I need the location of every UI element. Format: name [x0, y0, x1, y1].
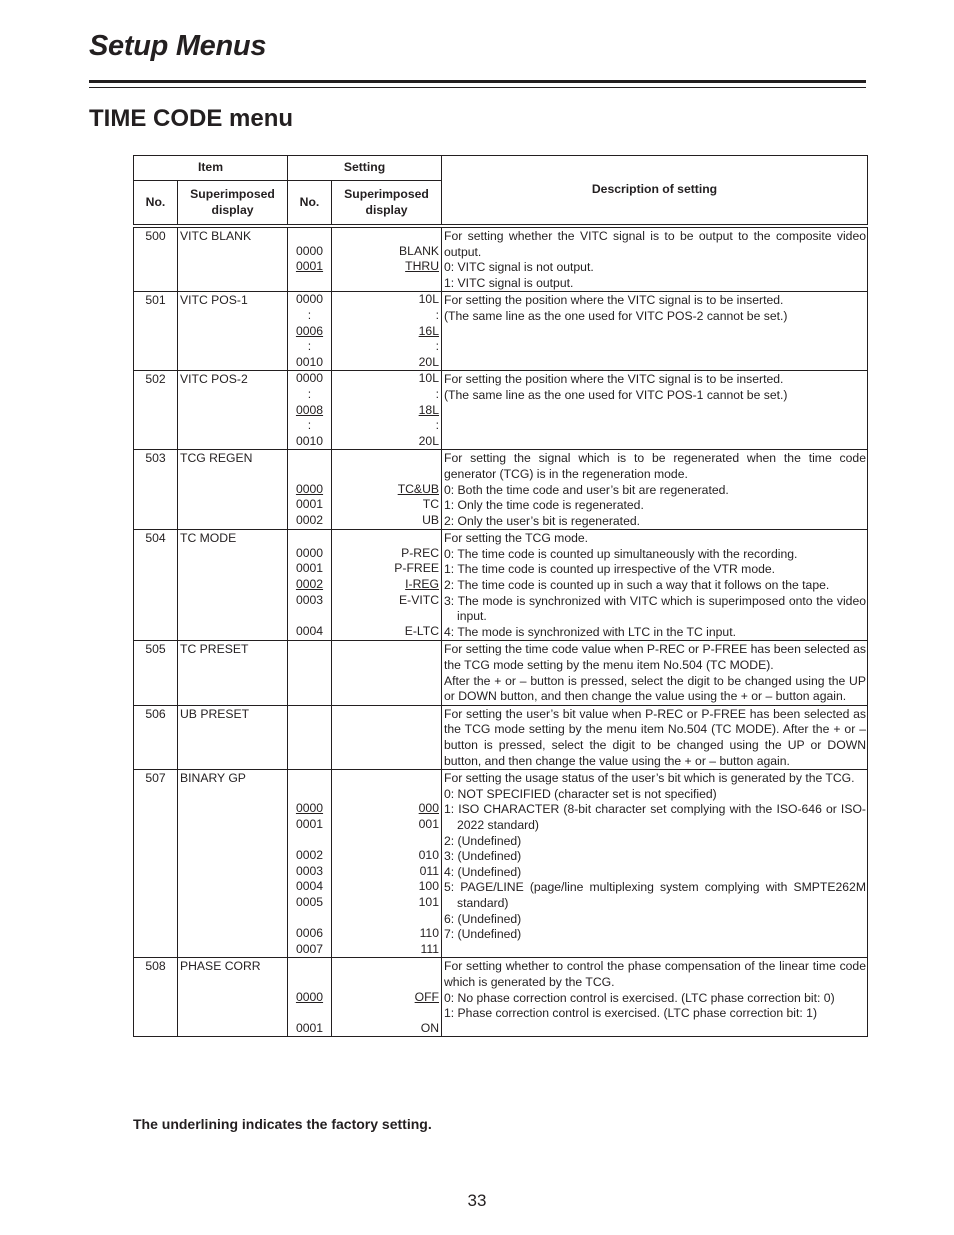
description-line: 3: (Undefined)	[444, 849, 522, 864]
setting-number-text: 0000	[295, 243, 324, 258]
menu-rows	[134, 228, 868, 1037]
header-setting-no: No.	[288, 181, 332, 225]
setting-displays	[332, 705, 442, 769]
setting-display	[332, 770, 439, 786]
setting-display	[332, 879, 439, 895]
setting-number	[288, 308, 331, 324]
description-line: 2: The time code is counted up in such a way that it follows on the tape.	[444, 578, 830, 593]
item-name: TCG REGEN	[178, 450, 288, 530]
setting-display	[332, 308, 439, 324]
setting-number	[288, 801, 331, 817]
table-row	[134, 958, 868, 1037]
setting-number-text: 0005	[295, 894, 324, 909]
setting-numbers	[288, 770, 332, 958]
description-line: 1: VITC signal is output.	[444, 275, 574, 290]
setting-displays	[332, 641, 442, 705]
header-item-superimposed: Superimposed display	[178, 181, 288, 225]
setting-display	[332, 497, 439, 513]
setting-number	[288, 926, 331, 942]
setting-number-text: :	[307, 386, 312, 401]
description-line: (The same line as the one used for VITC POS-1 cannot be set.)	[444, 387, 788, 402]
setting-number	[288, 817, 331, 833]
description-line: 2: (Undefined)	[444, 833, 522, 848]
setting-number	[288, 879, 331, 895]
setting-number	[288, 990, 331, 1006]
description-line: 0: The time code is counted up simultaneously with the recording.	[444, 546, 798, 561]
setting-display	[332, 259, 439, 275]
setting-number-text: 0000	[295, 801, 324, 816]
setting-display	[332, 403, 439, 419]
item-number: 508	[134, 958, 178, 1037]
description-line: For setting the position where the VITC signal is to be inserted.	[444, 293, 784, 308]
setting-display-text: P-REC	[401, 545, 439, 560]
setting-display-text: 110	[419, 926, 439, 941]
item-name: BINARY GP	[178, 770, 288, 958]
setting-display-text: 101	[418, 894, 439, 909]
setting-display-text: 20L	[418, 433, 439, 448]
header-item-no: No.	[134, 181, 178, 225]
item-number: 503	[134, 450, 178, 530]
setting-number-text: 0000	[295, 989, 324, 1004]
setting-display	[332, 387, 439, 403]
setting-display-text: THRU	[405, 259, 439, 274]
description-line: For setting whether the VITC signal is to be output to the composite video output.	[444, 229, 866, 259]
setting-description	[442, 958, 868, 1037]
setting-display-text: 20L	[418, 354, 439, 369]
setting-display	[332, 513, 439, 529]
setting-display	[332, 561, 439, 577]
setting-number	[288, 418, 331, 434]
setting-number	[288, 958, 331, 974]
setting-display	[332, 833, 439, 849]
setting-number-text: 0001	[295, 816, 324, 831]
description-line: 1: Only the time code is regenerated.	[444, 498, 644, 513]
setting-display-text: BLANK	[399, 243, 439, 258]
item-name: TC MODE	[178, 530, 288, 641]
setting-display	[332, 848, 439, 864]
header-setting: Setting	[288, 156, 442, 181]
setting-number-text: 0010	[295, 354, 324, 369]
setting-display-text: 111	[420, 941, 439, 956]
description-line: 0: No phase correction control is exercised. (LTC phase correction bit: 0)	[444, 990, 835, 1005]
item-number: 506	[134, 705, 178, 769]
setting-number	[288, 974, 331, 990]
description-line: 1: Phase correction control is exercised. (LTC phase correction bit: 1)	[444, 1006, 818, 1021]
description-line: 0: VITC signal is not output.	[444, 260, 594, 275]
setting-numbers	[288, 705, 332, 769]
item-number: 505	[134, 641, 178, 705]
setting-number	[288, 403, 331, 419]
setting-display	[332, 895, 439, 911]
setting-display-text: UB	[422, 512, 439, 527]
item-name: VITC BLANK	[178, 228, 288, 292]
setting-display-text: 10L	[418, 371, 439, 386]
table-row	[134, 641, 868, 705]
setting-numbers	[288, 530, 332, 641]
setting-number-text: 0001	[295, 259, 324, 274]
setting-number	[288, 228, 331, 244]
setting-display	[332, 577, 439, 593]
setting-display-text: 100	[418, 879, 439, 894]
setting-number	[288, 1005, 331, 1021]
setting-display-text: :	[435, 339, 439, 354]
setting-display	[332, 911, 439, 927]
setting-number	[288, 466, 331, 482]
setting-description	[442, 292, 868, 371]
setting-number	[288, 371, 331, 387]
setting-number-text: 0002	[295, 848, 324, 863]
description-line: For setting the signal which is to be regenerated when the time code generator (TCG) is in the regeneration mode.	[444, 451, 866, 481]
setting-display-text: 001	[418, 816, 439, 831]
setting-display	[332, 482, 439, 498]
setting-display-text: E-VITC	[399, 592, 439, 607]
time-code-menu-table	[133, 155, 868, 1037]
table-row	[134, 530, 868, 641]
setting-number-text: 0001	[295, 1020, 324, 1035]
setting-display	[332, 608, 439, 624]
setting-displays	[332, 371, 442, 450]
description-line: For setting the TCG mode.	[444, 531, 589, 546]
setting-number	[288, 482, 331, 498]
setting-display-text: TC&UB	[397, 481, 439, 496]
section-title: TIME CODE menu	[89, 105, 294, 132]
setting-display-text: 010	[418, 848, 439, 863]
setting-display-text: 000	[418, 801, 439, 816]
setting-display	[332, 228, 439, 244]
setting-number-text: 0010	[295, 433, 324, 448]
setting-display	[332, 817, 439, 833]
setting-display	[332, 801, 439, 817]
setting-numbers	[288, 371, 332, 450]
setting-display	[332, 990, 439, 1006]
setting-number-text: 0004	[295, 879, 324, 894]
table-row	[134, 292, 868, 371]
item-number: 507	[134, 770, 178, 958]
setting-display-text: 011	[419, 863, 439, 878]
setting-display-text: 10L	[418, 292, 439, 307]
setting-display	[332, 1005, 439, 1021]
setting-display-text: OFF	[414, 989, 439, 1004]
title-rule-thick	[89, 80, 866, 83]
setting-number	[288, 1021, 331, 1037]
table-row	[134, 228, 868, 292]
table-row	[134, 705, 868, 769]
setting-number	[288, 434, 331, 450]
setting-number	[288, 848, 331, 864]
setting-number-text: 0001	[295, 497, 324, 512]
setting-display-text: :	[435, 386, 439, 401]
setting-description	[442, 450, 868, 530]
setting-displays	[332, 958, 442, 1037]
setting-number-text: :	[307, 339, 312, 354]
setting-display	[332, 434, 439, 450]
setting-display-text: 18L	[418, 402, 439, 417]
setting-displays	[332, 770, 442, 958]
setting-number-text: 0000	[295, 481, 324, 496]
page-title: Setup Menus	[89, 30, 267, 62]
description-line: 6: (Undefined)	[444, 911, 522, 926]
description-line: For setting whether to control the phase compensation of the linear time code which is generated by the TCG.	[444, 959, 866, 989]
table-row	[134, 450, 868, 530]
setting-number-text: 0008	[295, 402, 324, 417]
setting-displays	[332, 292, 442, 371]
setting-display-text: P-FREE	[394, 561, 439, 576]
setting-number	[288, 624, 331, 640]
description-line: 0: NOT SPECIFIED (character set is not specified)	[444, 786, 717, 801]
setting-display-text: E-LTC	[404, 623, 439, 638]
setting-description	[442, 371, 868, 450]
page-number: 33	[467, 1191, 487, 1210]
setting-display	[332, 546, 439, 562]
header-setting-superimposed: Superimposed display	[332, 181, 442, 225]
footnote: The underlining indicates the factory setting.	[133, 1116, 432, 1132]
setting-display	[332, 339, 439, 355]
item-name: VITC POS-1	[178, 292, 288, 371]
setting-number	[288, 324, 331, 340]
setting-number-text: 0003	[295, 863, 324, 878]
setting-description	[442, 705, 868, 769]
description-line: 4: The mode is synchronized with LTC in the TC input.	[444, 624, 736, 639]
setting-display	[332, 958, 439, 974]
setting-number-text: 0000	[295, 545, 324, 560]
setting-display	[332, 324, 439, 340]
setting-displays	[332, 450, 442, 530]
setting-display-text: I-REG	[405, 577, 439, 592]
description-line: For setting the time code value when P-REC or P-FREE has been selected as the TCG mode setting by the menu item No.504 (TC MODE).	[444, 642, 866, 673]
setting-display	[332, 593, 439, 609]
setting-display	[332, 292, 439, 308]
setting-description	[442, 530, 868, 641]
setting-number	[288, 339, 331, 355]
description-line: For setting the usage status of the user’s bit which is generated by the TCG.	[444, 771, 855, 786]
item-number: 502	[134, 371, 178, 450]
description-line: 1: The time code is counted up irrespective of the VTR mode.	[444, 562, 776, 577]
table-row	[134, 371, 868, 450]
setting-number-text: 0003	[295, 592, 324, 607]
item-name: VITC POS-2	[178, 371, 288, 450]
description-line: 2: Only the user’s bit is regenerated.	[444, 513, 641, 528]
setting-number-text: 0006	[295, 323, 324, 338]
setting-number	[288, 530, 331, 546]
setting-numbers	[288, 641, 332, 705]
setting-display	[332, 974, 439, 990]
setting-description	[442, 228, 868, 292]
setting-number-text: :	[307, 418, 312, 433]
setting-number	[288, 244, 331, 260]
setting-number	[288, 864, 331, 880]
setting-displays	[332, 530, 442, 641]
setting-number	[288, 513, 331, 529]
description-line: (The same line as the one used for VITC POS-2 cannot be set.)	[444, 308, 788, 323]
setting-display	[332, 450, 439, 466]
setting-display	[332, 786, 439, 802]
setting-number	[288, 608, 331, 624]
setting-numbers	[288, 228, 332, 292]
setting-displays	[332, 228, 442, 292]
setting-display	[332, 371, 439, 387]
setting-number-text: 0007	[295, 941, 324, 956]
title-rule-thin	[89, 87, 866, 88]
setting-number	[288, 770, 331, 786]
setting-display	[332, 864, 439, 880]
setting-number	[288, 593, 331, 609]
setting-number	[288, 546, 331, 562]
description-line: 1: ISO CHARACTER (8-bit character set complying with the ISO-646 or ISO-2022 standard)	[444, 802, 866, 832]
description-line: 7: (Undefined)	[444, 927, 522, 942]
description-line: 0: Both the time code and user’s bit are regenerated.	[444, 482, 729, 497]
setting-numbers	[288, 292, 332, 371]
setting-number	[288, 786, 331, 802]
description-line: After the + or – button is pressed, select the digit to be changed using the UP or DOWN button, and then change the value using the + or – button again.	[444, 673, 866, 704]
setting-display	[332, 244, 439, 260]
setting-number	[288, 497, 331, 513]
item-number: 504	[134, 530, 178, 641]
setting-number-text: 0001	[295, 561, 324, 576]
setting-display	[332, 530, 439, 546]
setting-display	[332, 942, 439, 958]
setting-display-text: :	[435, 307, 439, 322]
table-row	[134, 770, 868, 958]
setting-display	[332, 418, 439, 434]
item-name: TC PRESET	[178, 641, 288, 705]
item-name: UB PRESET	[178, 705, 288, 769]
setting-display-text: ON	[420, 1020, 439, 1035]
setting-display	[332, 1021, 439, 1037]
setting-number	[288, 355, 331, 371]
setting-description	[442, 770, 868, 958]
setting-number	[288, 895, 331, 911]
setting-number	[288, 450, 331, 466]
header-item: Item	[134, 156, 288, 181]
setting-number-text: 0002	[295, 512, 324, 527]
setting-number-text: 0006	[295, 926, 324, 941]
description-line: 3: The mode is synchronized with VITC which is superimposed onto the video input.	[444, 593, 866, 624]
setting-display	[332, 466, 439, 482]
setting-number-text: :	[307, 307, 312, 322]
setting-number	[288, 259, 331, 275]
header-description: Description of setting	[442, 156, 868, 225]
setting-description	[442, 641, 868, 705]
setting-display	[332, 926, 439, 942]
setting-number-text: 0000	[295, 292, 324, 307]
setting-display-text: 16L	[418, 323, 439, 338]
setting-numbers	[288, 958, 332, 1037]
setting-number	[288, 577, 331, 593]
description-line: For setting the user’s bit value when P-REC or P-FREE has been selected as the TCG mode setting by the menu item No.504 (TC MODE). After the + or – button is pressed, select the digit to be changed using the UP or DOWN button, and then change the value using the + or – button again.	[444, 706, 866, 768]
setting-number	[288, 942, 331, 958]
setting-display-text: TC	[422, 497, 439, 512]
setting-display-text: :	[435, 418, 439, 433]
description-line: For setting the position where the VITC signal is to be inserted.	[444, 372, 784, 387]
setting-number	[288, 911, 331, 927]
setting-number	[288, 561, 331, 577]
setting-numbers	[288, 450, 332, 530]
item-number: 500	[134, 228, 178, 292]
description-line: 4: (Undefined)	[444, 864, 522, 879]
item-number: 501	[134, 292, 178, 371]
setting-number	[288, 387, 331, 403]
setting-number	[288, 833, 331, 849]
item-name: PHASE CORR	[178, 958, 288, 1037]
setting-number	[288, 292, 331, 308]
setting-number-text: 0000	[295, 371, 324, 386]
setting-display	[332, 624, 439, 640]
setting-display	[332, 355, 439, 371]
setting-number-text: 0002	[295, 577, 324, 592]
description-line: 5: PAGE/LINE (page/line multiplexing system complying with SMPTE262M standard)	[444, 880, 866, 910]
setting-number-text: 0004	[295, 623, 324, 638]
